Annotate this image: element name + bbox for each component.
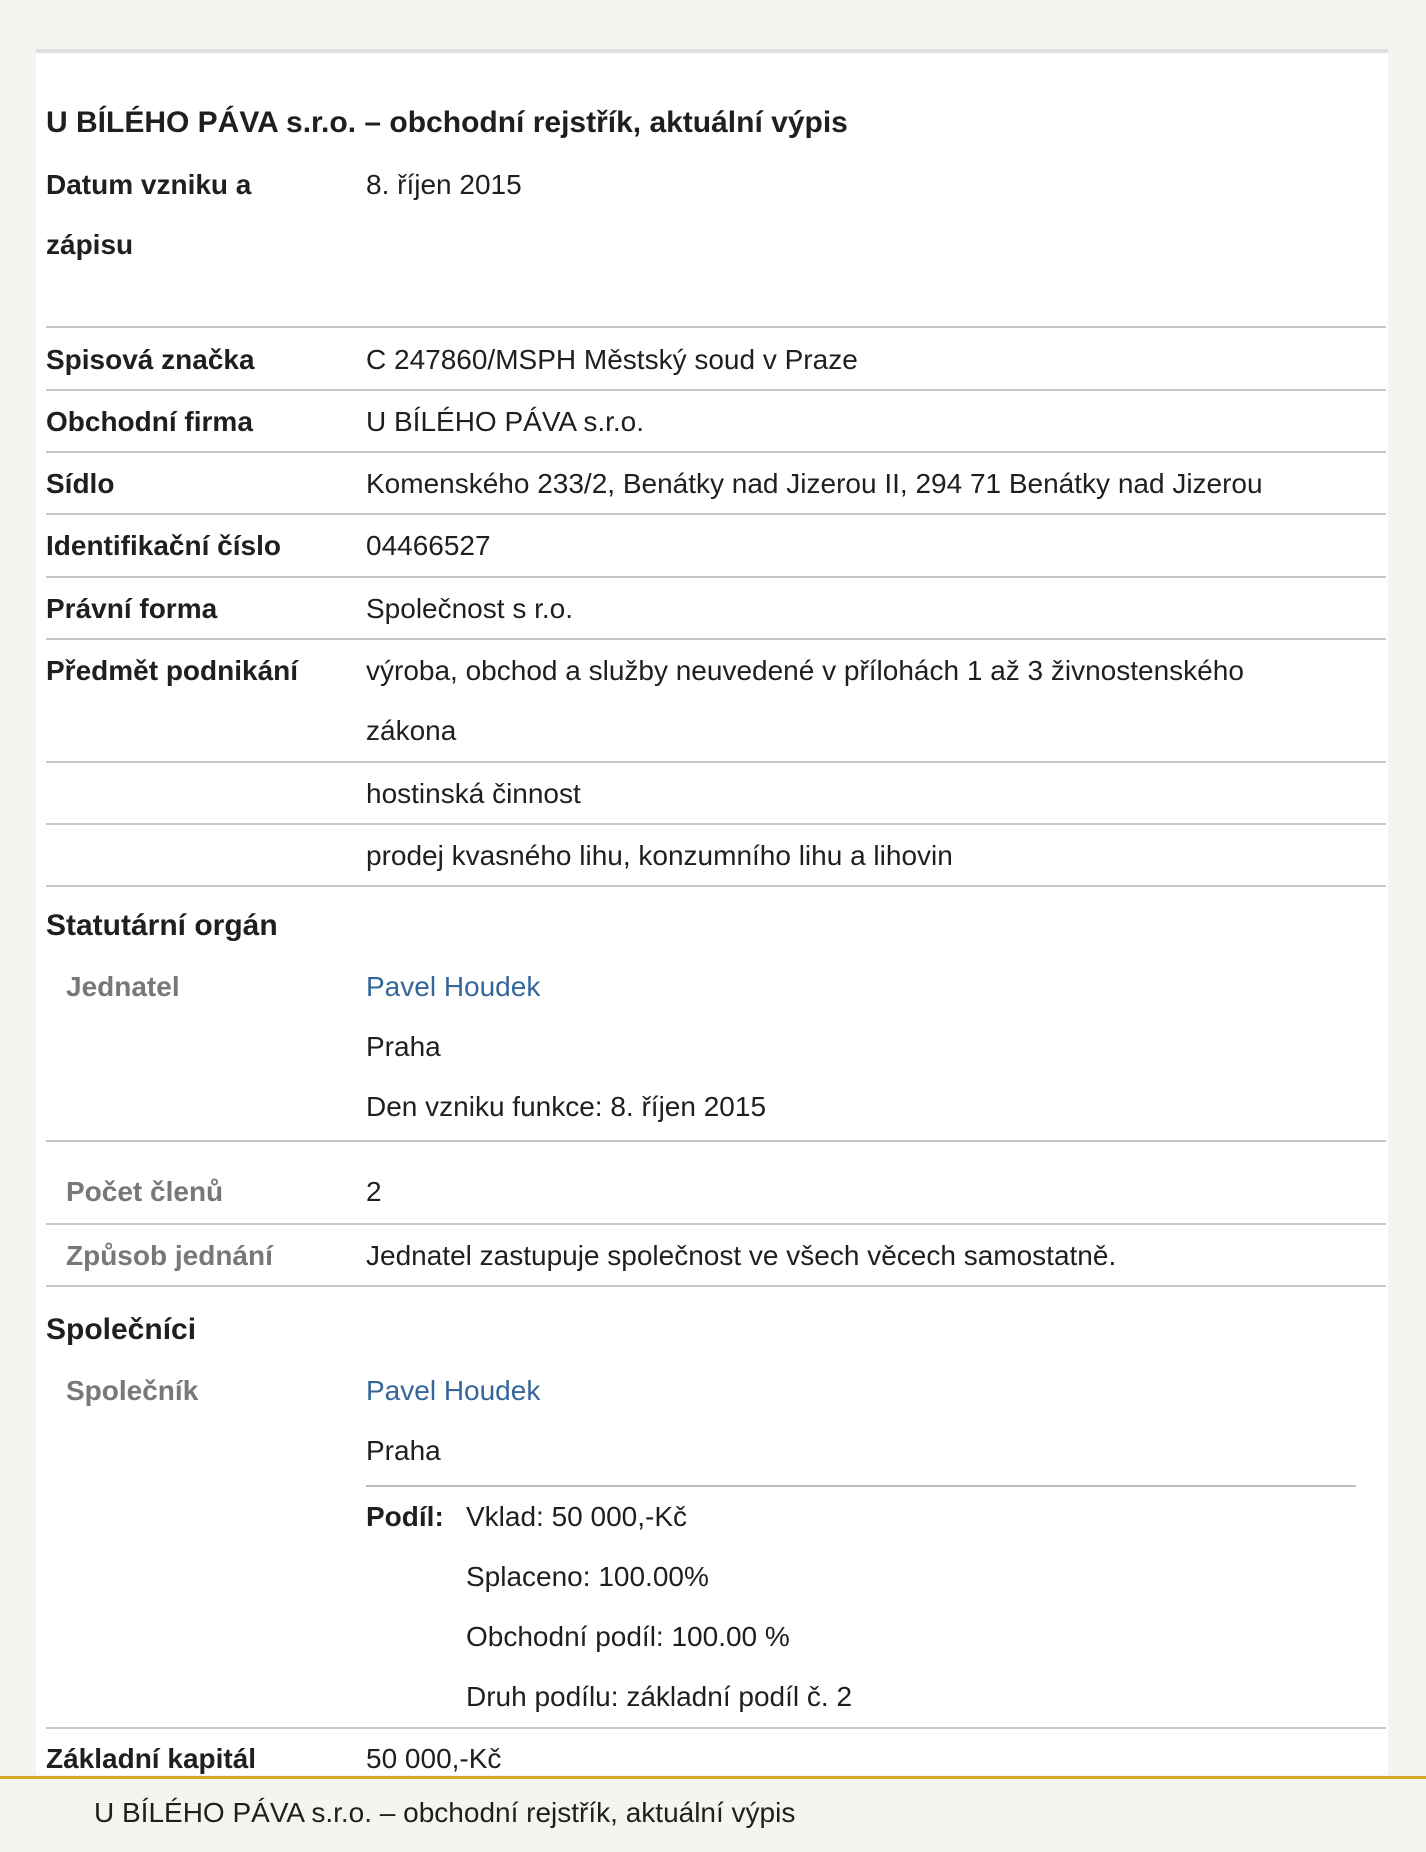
spolecnik-name-link[interactable]: Pavel Houdek	[366, 1375, 541, 1406]
value-datum-vzniku: 8. říjen 2015	[366, 169, 522, 200]
label-zakladni-kapital: Základní kapitál	[46, 1743, 257, 1774]
row-spisova-znacka	[46, 328, 1386, 391]
podil-obchodni: Obchodní podíl: 100.00 %	[466, 1621, 790, 1652]
value-identifikacni-cislo: 04466527	[366, 530, 491, 561]
register-extract-card	[36, 49, 1388, 1775]
value-predmet-item	[366, 641, 1326, 761]
predmet-item-line: výroba, obchod a služby neuvedené v přílohách 1 až 3 živnostenského zákona	[366, 655, 1244, 746]
jednatel-since: Den vzniku funkce: 8. říjen 2015	[366, 1091, 767, 1122]
page-footer	[0, 1776, 1426, 1852]
label-datum-vzniku: Datum vzniku a zápisu	[46, 169, 252, 260]
value-pocet-clenu: 2	[366, 1176, 382, 1207]
footer-title: U BÍLÉHO PÁVA s.r.o. – obchodní rejstřík, aktuální výpis	[94, 1797, 796, 1828]
label-podil: Podíl:	[366, 1501, 444, 1532]
row-identifikacni-cislo	[46, 515, 1386, 578]
label-zpusob-jednani: Způsob jednání	[66, 1240, 273, 1271]
podil-splaceno: Splaceno: 100.00%	[466, 1561, 709, 1592]
value-pravni-forma: Společnost s r.o.	[366, 593, 574, 624]
label-pocet-clenu: Počet členů	[66, 1176, 224, 1207]
value-spisova-znacka: C 247860/MSPH Městský soud v Praze	[366, 344, 858, 375]
value-sidlo: Komenského 233/2, Benátky nad Jizerou II, 294 71 Benátky nad Jizerou	[366, 468, 1263, 499]
row-spolecnik	[46, 1361, 1386, 1729]
row-datum-vzniku	[46, 153, 1386, 328]
row-jednatel	[46, 957, 1386, 1142]
section-heading-spolecnici: Společníci	[46, 1313, 197, 1346]
row-obchodni-firma	[46, 391, 1386, 453]
label-obchodni-firma: Obchodní firma	[46, 406, 253, 437]
section-heading-statutarni-organ: Statutární orgán	[46, 909, 278, 942]
label-predmet-podnikani: Předmět podnikání	[46, 655, 299, 686]
value-predmet-item: prodej kvasného lihu, konzumního lihu a lihovin	[366, 840, 953, 871]
value-spolecnik	[366, 1361, 540, 1481]
value-podil	[466, 1487, 852, 1727]
label-spolecnik: Společník	[66, 1375, 199, 1406]
jednatel-name-link[interactable]: Pavel Houdek	[366, 971, 541, 1002]
value-predmet-item: hostinská činnost	[366, 778, 581, 809]
row-predmet-podnikani-3	[46, 825, 1386, 887]
label-pravni-forma: Právní forma	[46, 593, 218, 624]
row-predmet-podnikani-2	[46, 763, 1386, 825]
row-zpusob-jednani	[46, 1225, 1386, 1287]
row-pravni-forma	[46, 578, 1386, 640]
podil-druh: Druh podílu: základní podíl č. 2	[466, 1681, 853, 1712]
jednatel-city: Praha	[366, 1031, 441, 1062]
value-zakladni-kapital: 50 000,-Kč	[366, 1743, 502, 1774]
value-jednatel	[366, 957, 766, 1137]
label-identifikacni-cislo: Identifikační číslo	[46, 530, 281, 561]
spolecnik-city: Praha	[366, 1435, 441, 1466]
label-spisova-znacka: Spisová značka	[46, 344, 255, 375]
value-zpusob-jednani: Jednatel zastupuje společnost ve všech věcech samostatně.	[366, 1240, 1117, 1271]
label-jednatel: Jednatel	[66, 971, 180, 1002]
label-sidlo: Sídlo	[46, 468, 115, 499]
podil-vklad: Vklad: 50 000,-Kč	[466, 1501, 688, 1532]
row-sidlo	[46, 453, 1386, 515]
row-predmet-podnikani	[46, 640, 1386, 763]
page-title: U BÍLÉHO PÁVA s.r.o. – obchodní rejstřík, aktuální výpis	[46, 106, 848, 139]
value-obchodni-firma: U BÍLÉHO PÁVA s.r.o.	[366, 406, 645, 437]
row-pocet-clenu	[46, 1142, 1386, 1225]
